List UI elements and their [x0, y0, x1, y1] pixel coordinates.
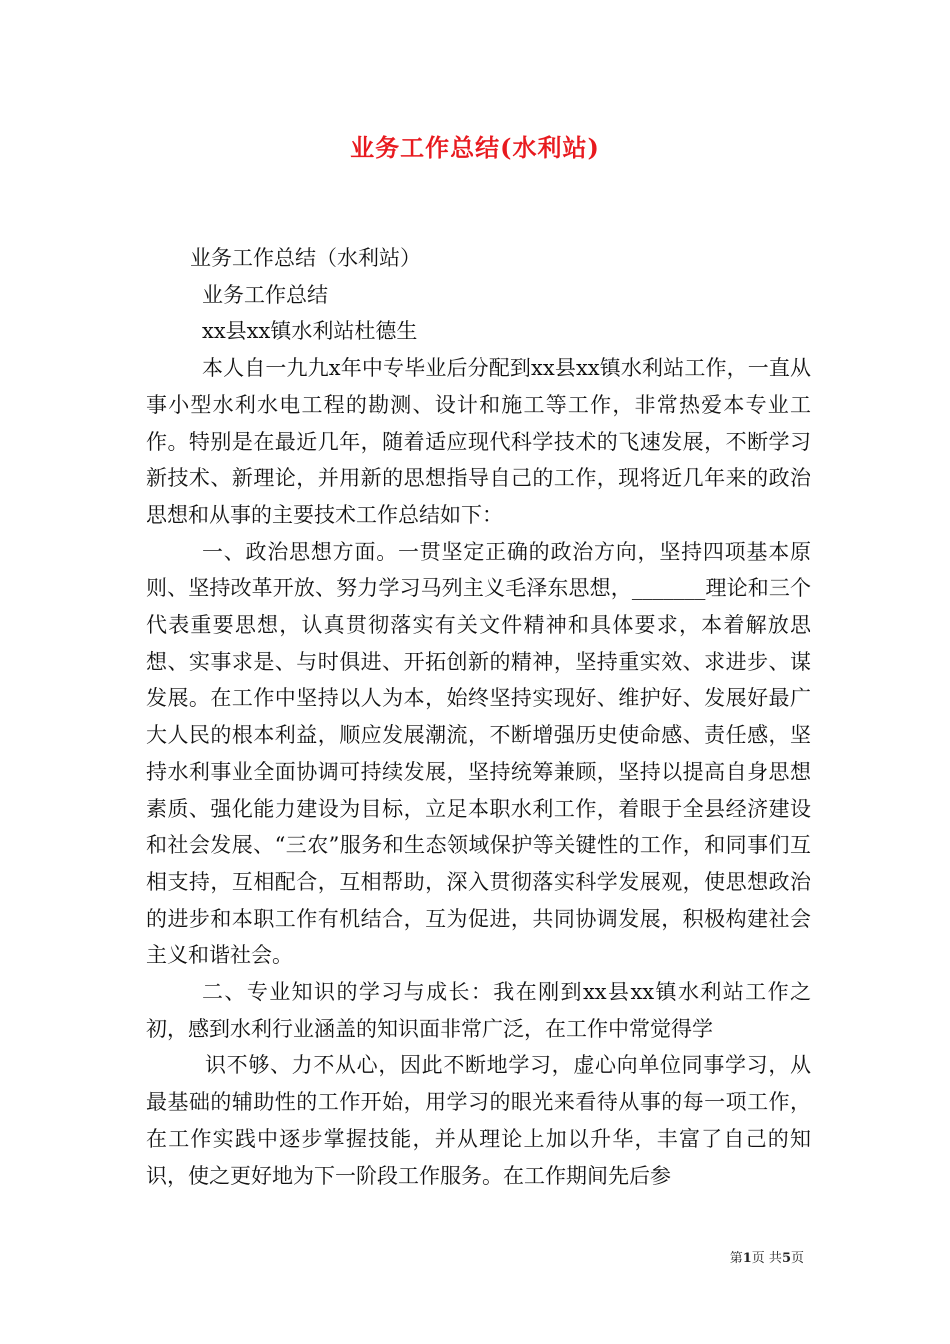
subtitle-paragraph: 业务工作总结（水利站）: [190, 246, 421, 270]
page-footer: [730, 1250, 804, 1268]
current-page-number: 1: [742, 1251, 752, 1266]
political-paragraph: 一、政治思想方面。一贯坚定正确的政治方向，坚持四项基本原则、坚持改革开放、努力学习马列主义毛泽东思想，_______理论和三个代表重要思想，认真贯彻落实有关文件精神和具体要求，本着解放思想、实事求是、与时俱进、开拓创新的精神，坚持重实效、求进步、谋发展。在工作中坚持以人为本，始终坚持实现好、维护好、发展好最广大人民的根本利益，顺应发展潮流，不断增强历史使命感、责任感，坚持水利事业全面协调可持续发展，坚持统筹兼顾，坚持以提高自身思想素质、强化能力建设为目标，立足本职水利工作，着眼于全县经济建设和社会发展、“三农”服务和生态领域保护等关键性的工作，和同事们互相支持，互相配合，互相帮助，深入贯彻落实科学发展观，使思想政治的进步和本职工作有机结合，互为促进，共同协调发展，积极构建社会主义和谐社会。: [146, 539, 811, 968]
study-continued-paragraph: 识不够、力不从心，因此不断地学习，虚心向单位同事学习，从最基础的辅助性的工作开始，用学习的眼光来看待从事的每一项工作，在工作实践中逐步掌握技能，并从理论上加以升华，丰富了自己的知识，使之更好地为下一阶段工作服务。在工作期间先后参: [146, 1053, 811, 1188]
study-paragraph: 二、专业知识的学习与成长：我在刚到xx县xx镇水利站工作之初，感到水利行业涵盖的知识面非常广泛，在工作中常觉得学: [146, 980, 811, 1041]
intro-paragraph: 本人自一九九x年中专毕业后分配到xx县xx镇水利站工作，一直从事小型水利水电工程的勘测、设计和施工等工作，非常热爱本专业工作。特别是在最近几年，随着适应现代科学技术的飞速发展，不断学习新技术、新理论，并用新的思想指导自己的工作，现将近几年来的政治思想和从事的主要技术工作总结如下：: [146, 356, 811, 527]
author-line: xx县xx镇水利站杜德生: [202, 319, 418, 344]
total-pages-number: 5: [781, 1251, 791, 1266]
document-title: 业务工作总结(水利站): [350, 133, 600, 162]
footer-prefix: 第: [729, 1251, 743, 1266]
footer-middle: 页 共: [751, 1251, 782, 1266]
section-heading: 业务工作总结: [202, 282, 328, 307]
footer-suffix: 页: [790, 1251, 804, 1266]
document-body: [146, 240, 811, 1194]
